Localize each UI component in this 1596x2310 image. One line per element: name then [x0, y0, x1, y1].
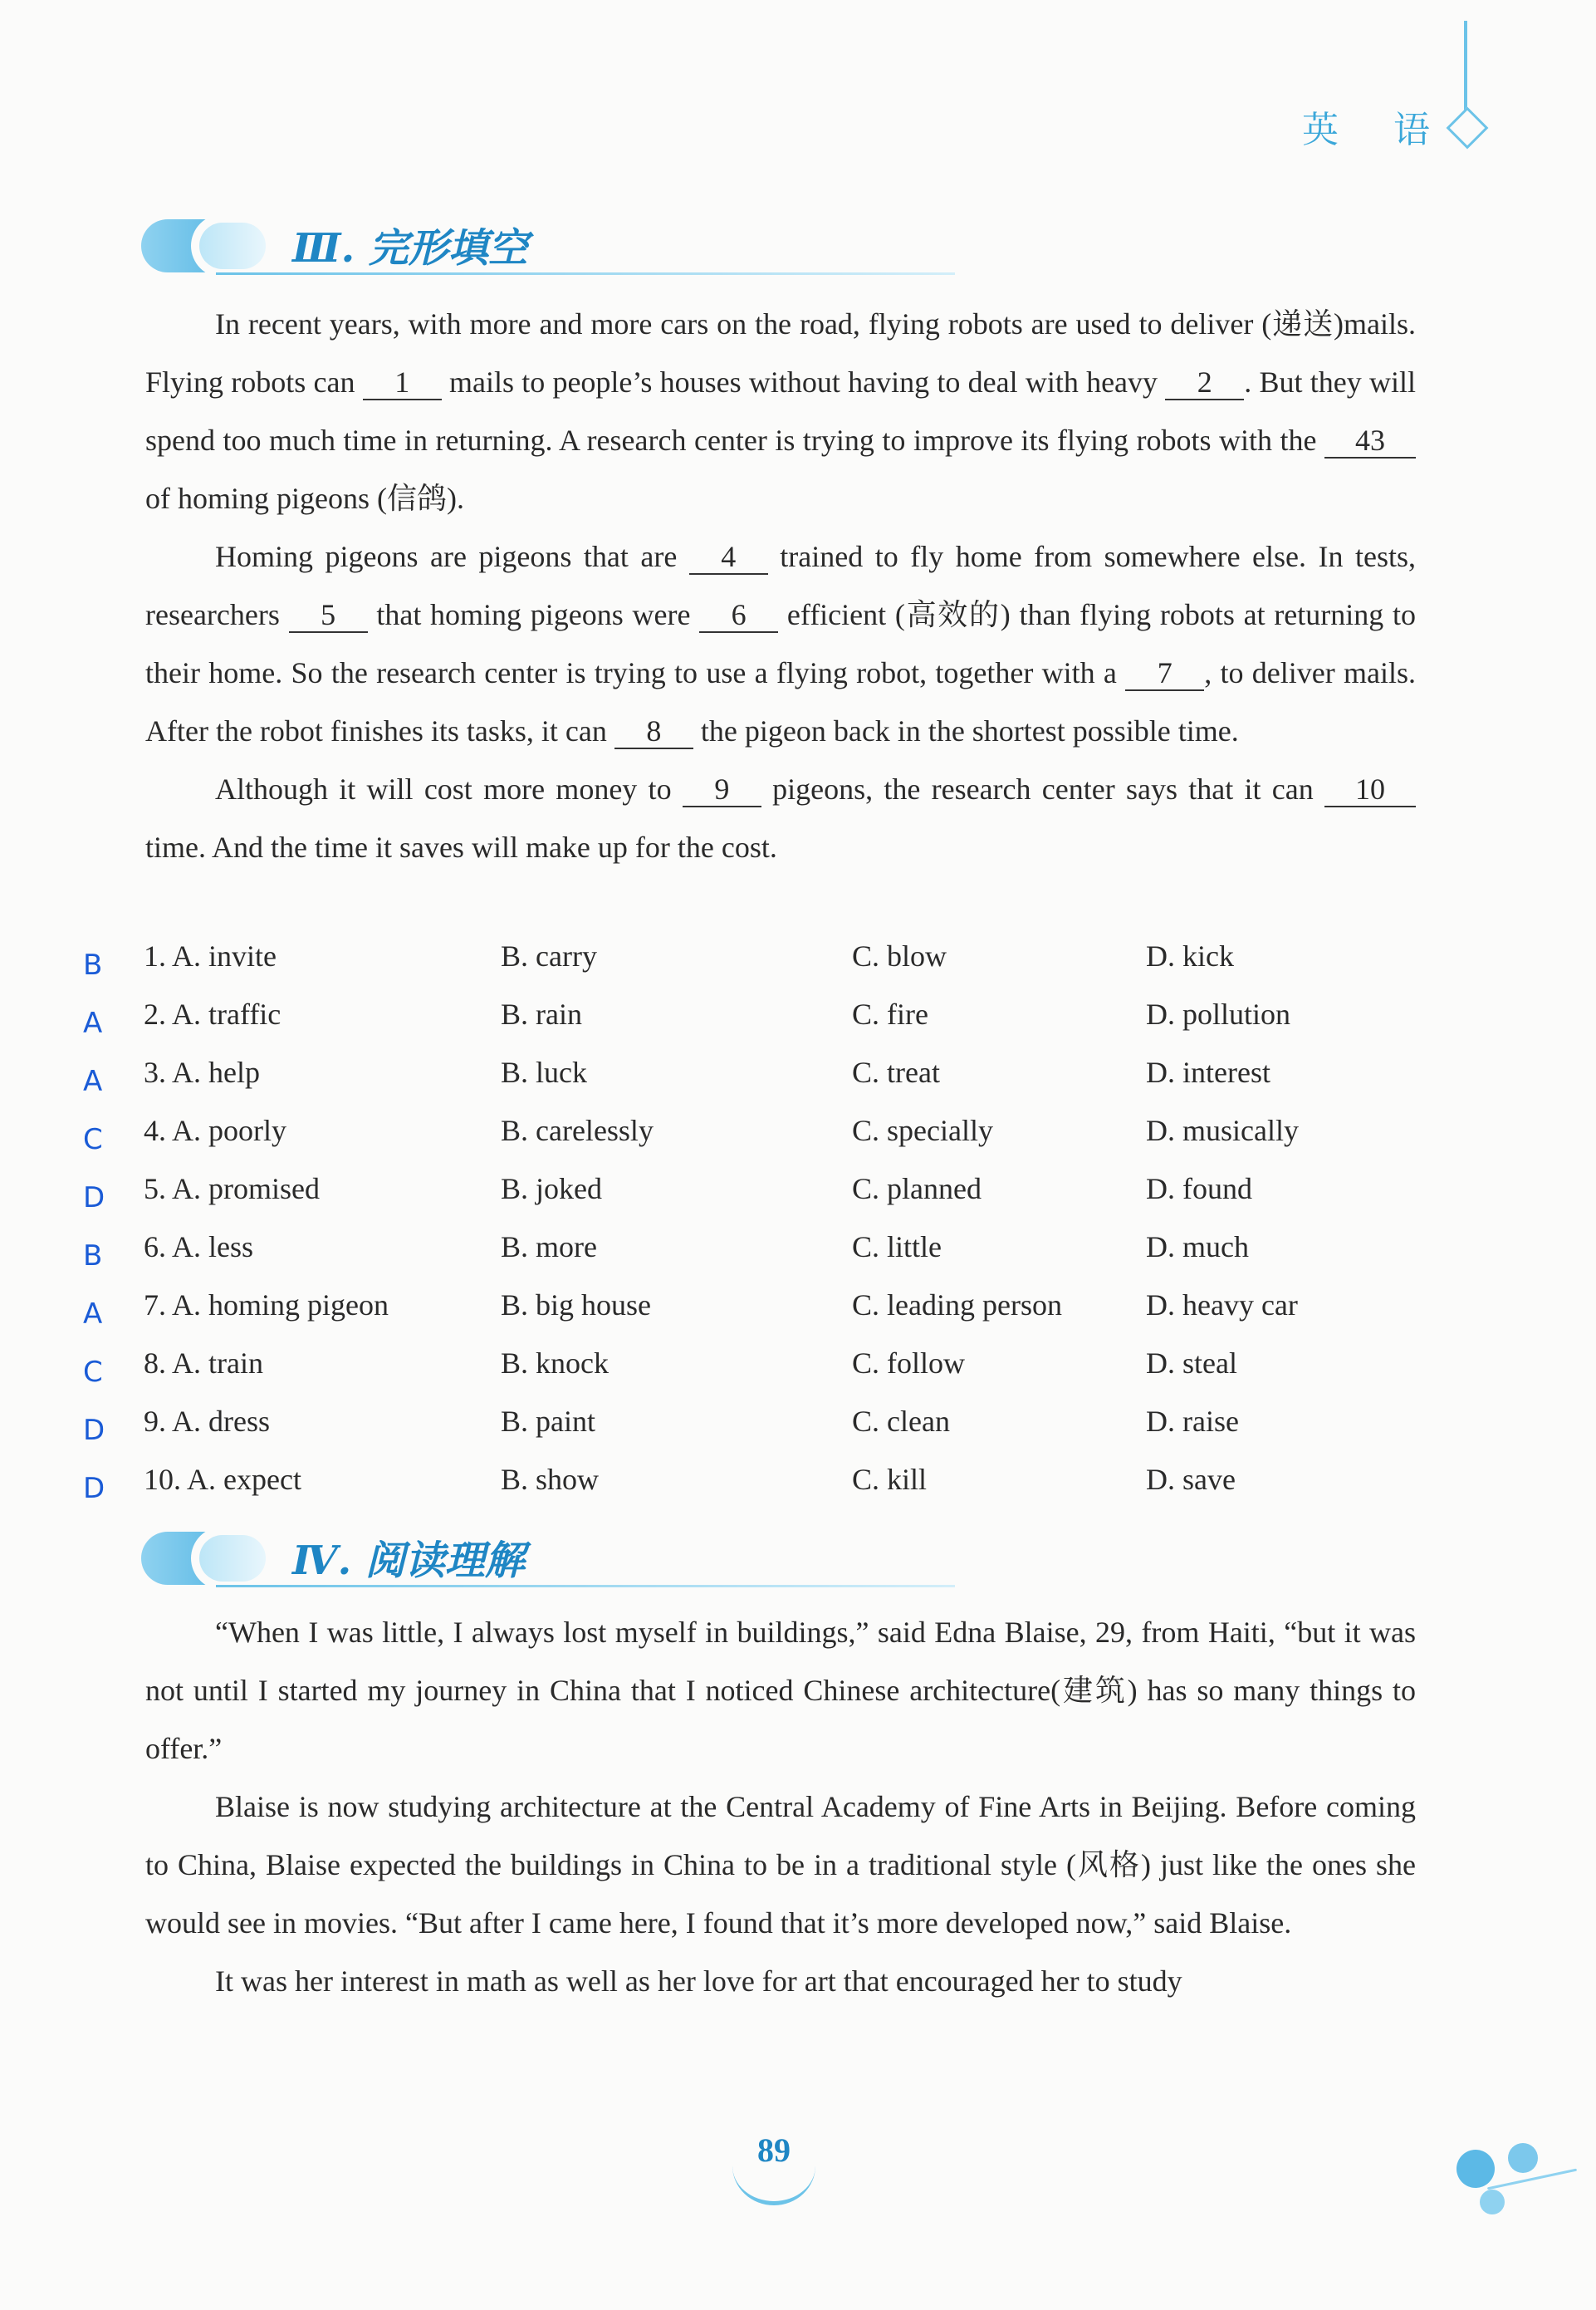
option-b: B. joked — [501, 1172, 602, 1205]
option-c: C. specially — [852, 1114, 993, 1147]
subject-label: 英 语 — [1302, 109, 1452, 151]
section-3-header — [141, 214, 955, 281]
option-a: 5. A. promised — [144, 1172, 320, 1205]
option-a: 10. A. expect — [144, 1463, 301, 1496]
passage-text: the pigeon back in the shortest possible time. — [693, 714, 1239, 748]
option-a: 4. A. poorly — [144, 1114, 287, 1147]
options-list — [83, 939, 1445, 1520]
passage-text: mails to people’s houses without having to deal with heavy — [441, 365, 1166, 399]
option-b: B. more — [501, 1230, 597, 1263]
handwritten-answer: D — [83, 1414, 105, 1447]
option-c: C. little — [852, 1230, 942, 1263]
option-b: B. carry — [501, 939, 597, 973]
handwritten-answer: A — [83, 1065, 103, 1098]
passage-text: efficient (高效的) than flying robots at returning to their home. So the research center is trying to use a flying robot, together with a — [145, 598, 1416, 689]
passage-text: . But they will spend too much time in returning. A research center is trying to improve its flying robots with the — [145, 365, 1417, 457]
question-row — [83, 939, 1445, 997]
option-d: D. raise — [1146, 1405, 1239, 1438]
cloze-paragraph — [145, 527, 1416, 760]
blank-number: 6 — [699, 598, 778, 633]
passage-text: Although it will cost more money to — [215, 772, 683, 806]
option-d: D. musically — [1146, 1114, 1299, 1147]
option-a: 3. A. help — [144, 1056, 260, 1089]
blank-number: 1 — [363, 365, 442, 400]
reading-paragraph: It was her interest in math as well as her love for art that encouraged her to study — [215, 1964, 1182, 1998]
option-d: D. much — [1146, 1230, 1249, 1263]
question-row — [83, 997, 1445, 1055]
handwritten-answer: C — [83, 1356, 103, 1389]
reading-paragraph: Blaise is now studying architecture at the Central Academy of Fine Arts in Beijing. Before coming to China, Blaise expected the buildings in China to be in a traditional style (风格) just like the ones she would see in movies. “But after I came here, I found that it’s more developed now,” said Blaise. — [145, 1790, 1416, 1940]
handwritten-answer: C — [83, 1123, 103, 1156]
passage-text: trained to fly home from somewhere else. In tests, researchers — [145, 540, 1416, 631]
option-a: 7. A. homing pigeon — [144, 1288, 389, 1322]
diamond-icon — [1447, 107, 1489, 150]
handwritten-answer: B — [83, 949, 103, 982]
question-row — [83, 1287, 1445, 1346]
blank-number: 43 — [1324, 424, 1416, 459]
handwritten-answer: A — [83, 1297, 103, 1331]
option-c: C. fire — [852, 998, 928, 1031]
option-d: D. save — [1146, 1463, 1236, 1496]
option-c: C. planned — [852, 1172, 982, 1205]
question-row — [83, 1113, 1445, 1171]
cloze-paragraph — [145, 295, 1416, 527]
blank-number: 4 — [689, 540, 768, 575]
option-b: B. rain — [501, 998, 582, 1031]
cloze-paragraph — [145, 760, 1416, 876]
option-a: 8. A. train — [144, 1346, 263, 1380]
option-d: D. found — [1146, 1172, 1252, 1205]
option-d: D. steal — [1146, 1346, 1237, 1380]
handwritten-answer: B — [83, 1239, 103, 1273]
option-c: C. blow — [852, 939, 947, 973]
passage-text: Homing pigeons are pigeons that are — [215, 540, 689, 573]
question-row — [83, 1462, 1445, 1520]
option-b: B. carelessly — [501, 1114, 654, 1147]
question-row — [83, 1346, 1445, 1404]
section-4-header — [141, 1527, 955, 1593]
question-row — [83, 1229, 1445, 1287]
option-a: 1. A. invite — [144, 939, 277, 973]
option-d: D. interest — [1146, 1056, 1270, 1089]
header-vertical-line — [1464, 21, 1467, 120]
option-d: D. heavy car — [1146, 1288, 1298, 1322]
option-d: D. kick — [1146, 939, 1234, 973]
option-b: B. paint — [501, 1405, 595, 1438]
passage-text: , to deliver mails. After the robot finishes its tasks, it can — [145, 656, 1416, 748]
reading-passage — [145, 1603, 1416, 2010]
passage-text: In recent years, with more and more cars on the road, flying robots are used to deliver (递送)mails. Flying robots can — [145, 307, 1416, 399]
option-c: C. leading person — [852, 1288, 1062, 1322]
blank-number: 7 — [1125, 656, 1204, 691]
section-4-title: Ⅳ. 阅读理解 — [292, 1538, 525, 1584]
option-d: D. pollution — [1146, 998, 1291, 1031]
blank-number: 10 — [1324, 772, 1416, 807]
blank-number: 8 — [614, 714, 693, 749]
passage-text: that homing pigeons were — [367, 598, 700, 631]
option-a: 2. A. traffic — [144, 998, 282, 1031]
page-number: 89 — [757, 2131, 791, 2169]
cloze-passage — [145, 295, 1416, 876]
option-c: C. kill — [852, 1463, 928, 1496]
option-c: C. treat — [852, 1056, 940, 1089]
passage-text: time. And the time it saves will make up for the cost. — [145, 831, 777, 864]
decorative-dots — [1445, 2135, 1586, 2226]
question-row — [83, 1171, 1445, 1229]
blank-number: 9 — [683, 772, 761, 807]
section-3-title: Ⅲ. 完形填空 — [292, 225, 528, 272]
handwritten-answer: D — [83, 1181, 105, 1214]
option-b: B. show — [501, 1463, 600, 1496]
option-b: B. big house — [501, 1288, 652, 1322]
question-row — [83, 1404, 1445, 1462]
passage-text: of homing pigeons (信鸽). — [145, 482, 464, 515]
option-a: 9. A. dress — [144, 1405, 270, 1438]
blank-number: 5 — [289, 598, 368, 633]
blank-number: 2 — [1165, 365, 1244, 400]
option-c: C. clean — [852, 1405, 950, 1438]
option-a: 6. A. less — [144, 1230, 254, 1263]
passage-text: pigeons, the research center says that it can — [761, 772, 1324, 806]
handwritten-answer: A — [83, 1007, 103, 1040]
option-c: C. follow — [852, 1346, 966, 1380]
option-b: B. luck — [501, 1056, 587, 1089]
reading-paragraph: “When I was little, I always lost myself in buildings,” said Edna Blaise, 29, from Haiti, “but it was not until I started my journey in China that I noticed Chinese architecture(建筑) has so many things to offer.” — [145, 1616, 1416, 1765]
handwritten-answer: D — [83, 1472, 105, 1505]
option-b: B. knock — [501, 1346, 609, 1380]
question-row — [83, 1055, 1445, 1113]
